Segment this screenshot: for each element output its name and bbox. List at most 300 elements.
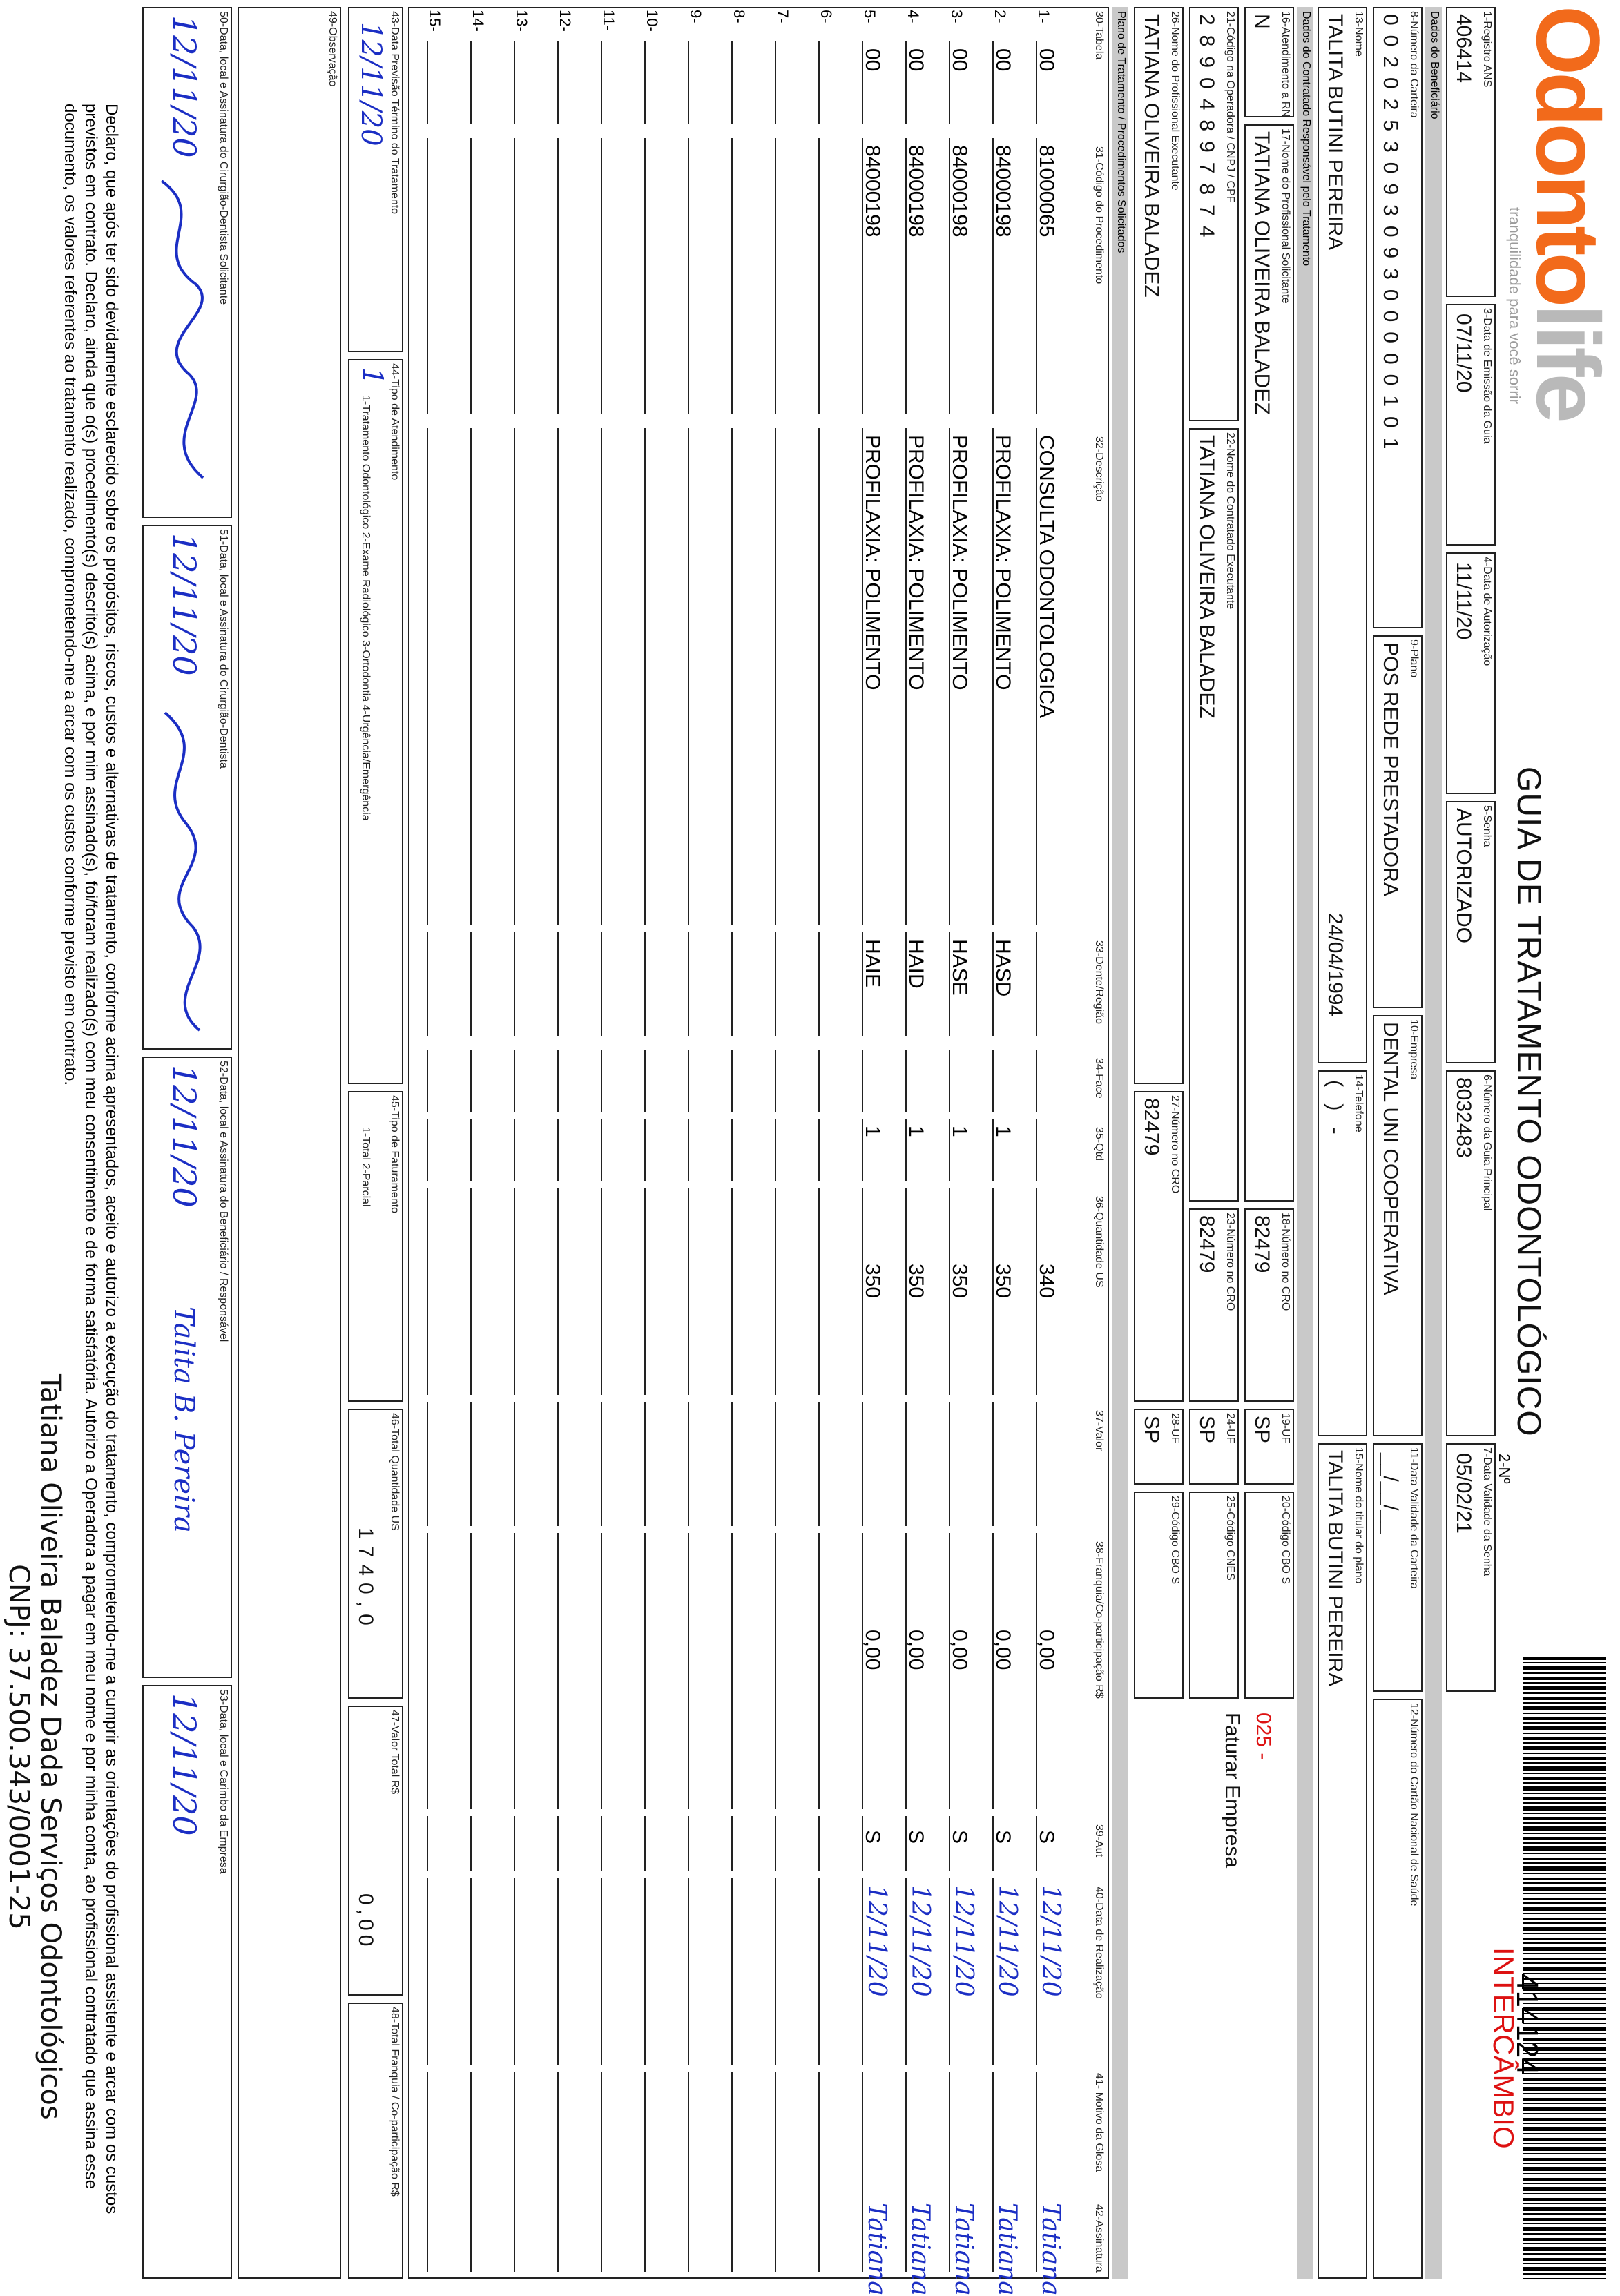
- cell-underline: [905, 1050, 907, 1112]
- field-previsao-termino: 43-Data Previsão Término do Tratamento 12/11/20: [348, 7, 403, 352]
- field-cbos-20: 20-Código CBO S: [1244, 1492, 1294, 1699]
- cell-underline: [731, 428, 733, 925]
- declaracao-text: Declaro, que após ter sido devidamente esclarecido sobre os propósitos, riscos, custos e alternativas de tratamento, conforme acima apresentados, aceito e autorizo a execução do tratamento, comprometendo-me a cumprir as orientações do profissional assistente e arcar com os custos previstos em contrato. Declaro, ainda que o(s) procedimento(s) descrito(s) acima, e por mim assinado(s), foi/foram realizado(s) com meu consentimento e de forma satisfatória. Autorizo a Operadora a pagar em meu nome e por minha conta, ao profissional contratado que assina esse documento, os valores referentes ao tratamento realizado, comprometendo-me a arcar com os custos conforme previsto em contrato.: [61, 104, 121, 2215]
- col-descricao: 32-Descrição: [1093, 436, 1105, 502]
- table-row: [983, 7, 1024, 2296]
- cell-dente: HASE: [948, 939, 971, 996]
- cell-underline: [818, 932, 820, 1036]
- cell-underline: [557, 41, 559, 124]
- cell-underline: [427, 1119, 428, 1181]
- cell-underline: [775, 1816, 776, 1871]
- cell-codigo: 84000198: [861, 145, 884, 238]
- cell-underline: [514, 41, 515, 124]
- field-senha: 5-Senha AUTORIZADO: [1446, 801, 1496, 1063]
- field-prof-executante: 26-Nome do Profissional Executante TATIANA OLIVEIRA BALADEZ: [1134, 7, 1184, 1084]
- section-beneficiario: Dados do Beneficiário: [1425, 7, 1442, 2279]
- field-cnpj-cpf: 21-Código na Operadora / CNPJ / CPF 28904897874: [1189, 7, 1239, 421]
- field-tipo-atendimento: 44-Tipo de Atendimento 1 1-Tratamento Odontológico 2-Exame Radiológico 3-Ortodontia 4-Urgência/Emergência: [348, 359, 403, 1084]
- cell-underline: [514, 1119, 515, 1181]
- field-titular: 15-Nome do titular do plano TALITA BUTINI PEREIRA: [1318, 1443, 1367, 2279]
- field-cbos-29: 29-Código CBO S: [1134, 1492, 1184, 1699]
- signature-box-51: 51-Data, local e Assinatura do Cirurgião-Dentista 12/11/20: [142, 525, 232, 1050]
- cell-valor: 0,00: [992, 1630, 1014, 1670]
- cell-valor: 0,00: [1035, 1630, 1058, 1670]
- field-atendimento-rn: 16-Atendimento a RN N: [1244, 7, 1294, 117]
- cell-us: 350: [905, 1264, 927, 1299]
- cell-underline: [470, 1050, 472, 1112]
- cell-codigo: 84000198: [905, 145, 927, 238]
- cell-underline: [862, 1533, 863, 1809]
- cell-underline: [688, 1533, 689, 1809]
- cell-aut: S: [861, 1830, 884, 1844]
- cell-underline: [427, 2072, 428, 2196]
- cell-underline: [1036, 1533, 1037, 1809]
- cell-underline: [601, 2196, 602, 2272]
- cell-underline: [644, 1119, 646, 1181]
- cell-underline: [862, 1050, 863, 1112]
- field-telefone: 14-Telefone ( ) -: [1318, 1070, 1367, 1436]
- beneficiary-signature: Talita B. Pereira: [168, 1306, 200, 1533]
- cell-underline: [949, 1533, 950, 1809]
- cell-underline: [731, 2196, 733, 2272]
- cell-underline: [731, 138, 733, 414]
- field-observacao: 49-Observação: [238, 7, 341, 2279]
- cell-tabela: 00: [948, 48, 971, 72]
- table-row: [548, 7, 589, 2279]
- table-row: [678, 7, 720, 2279]
- cell-underline: [514, 1188, 515, 1395]
- cell-aut: S: [1035, 1830, 1058, 1844]
- cell-underline: [688, 932, 689, 1036]
- cell-dente: HAID: [905, 939, 927, 989]
- cell-underline: [644, 1402, 646, 1526]
- cell-data: 12/11/20: [949, 1885, 978, 1997]
- cell-underline: [514, 1533, 515, 1809]
- cell-tabela: 00: [861, 48, 884, 72]
- field-nome: 13-Nome TALITA BUTINI PEREIRA 24/04/1994: [1318, 7, 1367, 1063]
- birth-date: 24/04/1994: [1324, 913, 1347, 1017]
- table-row: [896, 7, 937, 2296]
- intercambio-label: INTERCÂMBIO: [1487, 1947, 1520, 2149]
- row-number: 1-: [1035, 10, 1052, 23]
- cell-descricao: PROFILAXIA: POLIMENTO: [948, 435, 971, 691]
- cell-underline: [818, 1188, 820, 1395]
- col-tabela: 30-Tabela: [1093, 11, 1105, 60]
- cell-underline: [514, 1402, 515, 1526]
- cell-data: 12/11/20: [993, 1885, 1021, 1997]
- table-row: [1026, 7, 1068, 2296]
- col-data: 40-Data de Realização: [1093, 1887, 1105, 1999]
- cell-underline: [427, 138, 428, 414]
- cell-underline: [731, 1533, 733, 1809]
- cell-underline: [818, 1402, 820, 1526]
- cell-underline: [644, 1533, 646, 1809]
- cell-underline: [601, 1878, 602, 2065]
- cell-underline: [557, 1816, 559, 1871]
- row-number: 5-: [861, 10, 878, 23]
- table-row: [461, 7, 502, 2279]
- cell-underline: [514, 428, 515, 925]
- col-aut: 39-Aut: [1093, 1824, 1105, 1858]
- col-codigo: 31-Código do Procedimento: [1093, 146, 1105, 284]
- cell-underline: [644, 1816, 646, 1871]
- cell-dente: HAIE: [861, 939, 884, 988]
- cell-underline: [470, 428, 472, 925]
- cell-underline: [818, 1119, 820, 1181]
- row-number: 9-: [687, 10, 704, 23]
- cell-data: 12/11/20: [1036, 1885, 1065, 1997]
- field-contratado-exec: 22-Nome do Contratado Executante TATIANA OLIVEIRA BALADEZ: [1189, 428, 1239, 1202]
- cell-valor: 0,00: [948, 1630, 971, 1670]
- cell-underline: [470, 138, 472, 414]
- cell-aut: S: [948, 1830, 971, 1844]
- cell-qtd: 1: [992, 1126, 1014, 1137]
- cell-underline: [818, 41, 820, 124]
- field-registro-ans: 1-Registro ANS 406414: [1446, 7, 1496, 297]
- cell-underline: [644, 428, 646, 925]
- cell-underline: [470, 1402, 472, 1526]
- cell-dente: HASD: [992, 939, 1014, 997]
- cell-underline: [557, 1533, 559, 1809]
- cell-qtd: 1: [861, 1126, 884, 1137]
- col-dente: 33-Dente/Região: [1093, 940, 1105, 1024]
- cell-underline: [514, 1878, 515, 2065]
- cell-assinatura: Tatiana: [993, 2203, 1021, 2296]
- cell-underline: [688, 2072, 689, 2196]
- field-valor-total: 47-Valor Total R$ 0,00: [348, 1706, 403, 1996]
- field-uf-19: 19-UF SP: [1244, 1409, 1294, 1485]
- row-number: 6-: [818, 10, 835, 23]
- cell-underline: [818, 428, 820, 925]
- cell-underline: [731, 1878, 733, 2065]
- cell-underline: [470, 1119, 472, 1181]
- cell-tabela: 00: [1035, 48, 1058, 72]
- row-number: 12-: [557, 10, 574, 32]
- cell-underline: [862, 1402, 863, 1526]
- row-number: 14-: [470, 10, 487, 32]
- cell-underline: [775, 1050, 776, 1112]
- barcode-icon: [1523, 1657, 1606, 2279]
- cell-descricao: PROFILAXIA: POLIMENTO: [861, 435, 884, 691]
- cell-underline: [1036, 1402, 1037, 1526]
- cell-descricao: PROFILAXIA: POLIMENTO: [905, 435, 927, 691]
- cell-underline: [992, 1533, 994, 1809]
- signature-box-50: 50-Data, local e Assinatura do Cirurgião-Dentista Solicitante 12/11/20: [142, 7, 232, 518]
- guide-number: 414124: [1510, 1974, 1544, 2075]
- cell-underline: [470, 1188, 472, 1395]
- cell-underline: [818, 138, 820, 414]
- cell-underline: [688, 41, 689, 124]
- cell-underline: [557, 932, 559, 1036]
- cell-underline: [427, 1402, 428, 1526]
- cell-valor: 0,00: [861, 1630, 884, 1670]
- table-row: [635, 7, 676, 2279]
- cell-underline: [688, 1050, 689, 1112]
- cell-underline: [731, 1119, 733, 1181]
- cell-underline: [427, 428, 428, 925]
- cell-underline: [601, 1119, 602, 1181]
- field-data-emissao: 3-Data de Emissão da Guia 07/11/20: [1446, 304, 1496, 546]
- cell-underline: [818, 1050, 820, 1112]
- table-row: [417, 7, 459, 2279]
- cell-underline: [905, 1402, 907, 1526]
- cell-underline: [949, 2072, 950, 2196]
- cell-underline: [949, 1050, 950, 1112]
- row-number: 11-: [600, 10, 617, 31]
- field-tipo-faturamento: 45-Tipo de Faturamento 1-Total 2-Parcial: [348, 1091, 403, 1402]
- col-valor: 37-Valor: [1093, 1410, 1105, 1451]
- cell-descricao: CONSULTA ODONTOLOGICA: [1035, 435, 1058, 719]
- cell-underline: [557, 2072, 559, 2196]
- cell-underline: [818, 1816, 820, 1871]
- cell-underline: [470, 1816, 472, 1871]
- signature-51-icon: [144, 706, 220, 1037]
- guide-number-label: 2-Nº: [1496, 1454, 1513, 1484]
- cell-underline: [775, 1188, 776, 1395]
- cell-tabela: 00: [905, 48, 927, 72]
- cell-underline: [644, 138, 646, 414]
- cell-underline: [470, 2072, 472, 2196]
- cell-underline: [688, 1816, 689, 1871]
- col-us: 36-Quantidade US: [1093, 1196, 1105, 1288]
- cell-tabela: 00: [992, 48, 1014, 72]
- row-number: 4-: [905, 10, 922, 23]
- cell-aut: S: [905, 1830, 927, 1844]
- cell-underline: [775, 41, 776, 124]
- table-row: [504, 7, 546, 2279]
- cell-underline: [688, 428, 689, 925]
- field-total-us: 46-Total Quantidade US 1740,0: [348, 1409, 403, 1699]
- cell-underline: [557, 2196, 559, 2272]
- cell-underline: [427, 1878, 428, 2065]
- cell-underline: [688, 1188, 689, 1395]
- company-stamp: Tatiana Oliveira Baladez Dada Serviços Odontológicos CNPJ: 37.500.343/0001-25: [3, 1374, 66, 2120]
- cell-underline: [427, 41, 428, 124]
- cell-data: 12/11/20: [906, 1885, 934, 1997]
- field-carteira: 8-Número da Carteira 002025309309300000101: [1373, 7, 1423, 628]
- field-empresa: 10-Empresa DENTAL UNI COOPERATIVA: [1373, 1015, 1423, 1436]
- signature-box-52: 52-Data, local e Assinatura do Beneficiário / Responsável 12/11/20 Talita B. Pereira: [142, 1057, 232, 1678]
- cell-underline: [427, 932, 428, 1036]
- cell-us: 350: [861, 1264, 884, 1299]
- cell-underline: [949, 1402, 950, 1526]
- cell-underline: [514, 138, 515, 414]
- cell-underline: [644, 932, 646, 1036]
- cell-underline: [644, 2072, 646, 2196]
- cell-underline: [905, 2072, 907, 2196]
- col-franquia: 38-Franquia/Co-participação R$: [1093, 1541, 1105, 1699]
- cell-underline: [992, 2072, 994, 2196]
- field-prof-solicitante: 17-Nome do Profissional Solicitante TATIANA OLIVEIRA BALADEZ: [1244, 124, 1294, 1202]
- cell-underline: [557, 1402, 559, 1526]
- cell-underline: [644, 2196, 646, 2272]
- cell-underline: [775, 1402, 776, 1526]
- col-face: 34-Face: [1093, 1058, 1105, 1099]
- cell-underline: [1036, 1119, 1037, 1181]
- cell-assinatura: Tatiana: [906, 2203, 934, 2296]
- signature-box-53: 53-Data, local e Carimbo da Empresa 12/11/20: [142, 1685, 232, 2279]
- field-total-franquia: 48-Total Franquia / Co-participação R$: [348, 2003, 403, 2279]
- table-row: [722, 7, 763, 2279]
- col-glosa: 41- Motivo da Glosa: [1093, 2073, 1105, 2172]
- cell-underline: [601, 932, 602, 1036]
- cell-codigo: 84000198: [948, 145, 971, 238]
- cell-underline: [731, 1188, 733, 1395]
- field-uf-28: 28-UF SP: [1134, 1409, 1184, 1485]
- cell-underline: [688, 1878, 689, 2065]
- cell-underline: [470, 2196, 472, 2272]
- cell-us: 350: [948, 1264, 971, 1299]
- field-validade-senha: 7-Data Validade da Senha 05/02/21: [1446, 1443, 1496, 1692]
- cell-underline: [1036, 1050, 1037, 1112]
- cell-underline: [818, 2196, 820, 2272]
- cell-underline: [731, 41, 733, 124]
- cell-underline: [470, 41, 472, 124]
- cell-underline: [427, 1816, 428, 1871]
- cell-underline: [601, 428, 602, 925]
- cell-underline: [557, 428, 559, 925]
- cell-underline: [731, 1050, 733, 1112]
- cell-underline: [862, 2072, 863, 2196]
- cell-assinatura: Tatiana: [1036, 2203, 1065, 2296]
- cell-underline: [992, 1402, 994, 1526]
- row-number: 10-: [644, 10, 661, 32]
- cell-codigo: 81000065: [1035, 145, 1058, 238]
- cell-underline: [557, 1050, 559, 1112]
- cell-underline: [775, 428, 776, 925]
- cell-underline: [601, 1533, 602, 1809]
- faturar-text: Faturar Empresa: [1221, 1713, 1244, 1869]
- cell-underline: [775, 138, 776, 414]
- cell-underline: [731, 1402, 733, 1526]
- row-number: 2-: [992, 10, 1009, 23]
- cell-qtd: 1: [948, 1126, 971, 1137]
- cell-underline: [1036, 932, 1037, 1036]
- tagline: tranquilidade para você sorrir: [1506, 207, 1523, 404]
- cell-underline: [905, 1533, 907, 1809]
- faturar-code: 025 -: [1252, 1713, 1275, 1760]
- cell-underline: [601, 2072, 602, 2196]
- field-plano: 9-Plano POS REDE PRESTADORA: [1373, 635, 1423, 1008]
- col-assinatura: 42-Assinatura: [1093, 2204, 1105, 2273]
- field-validade-carteira: 11-Data Validade da Carteira __/__/__: [1373, 1443, 1423, 1692]
- cell-underline: [775, 1878, 776, 2065]
- row-number: 7-: [774, 10, 791, 23]
- cell-underline: [470, 932, 472, 1036]
- field-uf-24: 24-UF SP: [1189, 1409, 1239, 1485]
- section-plano: Plano de Tratamento / Procedimentos Solicitados: [1112, 7, 1128, 2279]
- cell-underline: [775, 1533, 776, 1809]
- cell-underline: [775, 2196, 776, 2272]
- cell-descricao: PROFILAXIA: POLIMENTO: [992, 435, 1014, 691]
- signature-50-icon: [141, 174, 224, 492]
- cell-underline: [818, 1878, 820, 2065]
- cell-underline: [601, 138, 602, 414]
- row-number: 3-: [948, 10, 965, 23]
- cell-underline: [514, 2196, 515, 2272]
- cell-underline: [731, 1816, 733, 1871]
- cell-underline: [644, 1050, 646, 1112]
- table-row: [939, 7, 981, 2296]
- cell-underline: [731, 932, 733, 1036]
- cell-underline: [557, 138, 559, 414]
- cell-underline: [644, 41, 646, 124]
- field-cro-27: 27-Número no CRO 82479: [1134, 1091, 1184, 1402]
- cell-underline: [644, 1188, 646, 1395]
- cell-underline: [557, 1119, 559, 1181]
- field-cartao-nacional: 12-Número do Cartão Nacional de Saúde: [1373, 1699, 1423, 2279]
- table-row: [765, 7, 807, 2279]
- field-data-autorizacao: 4-Data de Autorização 11/11/20: [1446, 552, 1496, 794]
- cell-underline: [470, 1533, 472, 1809]
- cell-valor: 0,00: [905, 1630, 927, 1670]
- field-guia-principal: 6-Número da Guia Principal 8032483: [1446, 1070, 1496, 1436]
- table-row: [591, 7, 633, 2279]
- cell-underline: [731, 2072, 733, 2196]
- cell-underline: [557, 1878, 559, 2065]
- cell-underline: [601, 1816, 602, 1871]
- cell-underline: [514, 1816, 515, 1871]
- table-row: [852, 7, 894, 2296]
- cell-codigo: 84000198: [992, 145, 1014, 238]
- cell-underline: [688, 1402, 689, 1526]
- row-number: 13-: [513, 10, 530, 32]
- section-contratado: Dados do Contratado Responsável pelo Tratamento: [1297, 7, 1313, 2279]
- cell-underline: [470, 1878, 472, 2065]
- cell-underline: [601, 1188, 602, 1395]
- row-number: 15-: [426, 10, 443, 32]
- cell-data: 12/11/20: [862, 1885, 891, 1997]
- cell-underline: [688, 138, 689, 414]
- table-row: [809, 7, 850, 2279]
- cell-underline: [514, 2072, 515, 2196]
- odontolife-logo: Odontolife: [1518, 6, 1619, 420]
- cell-underline: [775, 932, 776, 1036]
- cell-underline: [427, 1188, 428, 1395]
- cell-aut: S: [992, 1830, 1014, 1844]
- cell-underline: [775, 1119, 776, 1181]
- cell-underline: [775, 2072, 776, 2196]
- cell-underline: [992, 1050, 994, 1112]
- page-title: GUIA DE TRATAMENTO ODONTOLÓGICO: [1510, 766, 1547, 1437]
- cell-underline: [688, 1119, 689, 1181]
- cell-qtd: 1: [905, 1126, 927, 1137]
- cell-underline: [818, 1533, 820, 1809]
- cell-underline: [818, 2072, 820, 2196]
- cell-underline: [514, 932, 515, 1036]
- row-number: 8-: [731, 10, 748, 23]
- cell-underline: [644, 1878, 646, 2065]
- cell-underline: [427, 1533, 428, 1809]
- cell-underline: [601, 1050, 602, 1112]
- cell-underline: [427, 1050, 428, 1112]
- cell-underline: [601, 1402, 602, 1526]
- cell-us: 340: [1035, 1264, 1058, 1299]
- cell-underline: [427, 2196, 428, 2272]
- cell-underline: [601, 41, 602, 124]
- cell-assinatura: Tatiana: [862, 2203, 891, 2296]
- field-cro-18: 18-Número no CRO 82479: [1244, 1208, 1294, 1402]
- cell-underline: [1036, 2072, 1037, 2196]
- cell-underline: [688, 2196, 689, 2272]
- cell-assinatura: Tatiana: [949, 2203, 978, 2296]
- cell-underline: [557, 1188, 559, 1395]
- cell-underline: [514, 1050, 515, 1112]
- field-cro-23: 23-Número no CRO 82479: [1189, 1208, 1239, 1402]
- field-cnes: 25-Código CNES: [1189, 1492, 1239, 1699]
- col-qtd: 35-Qtd: [1093, 1127, 1105, 1161]
- cell-us: 350: [992, 1264, 1014, 1299]
